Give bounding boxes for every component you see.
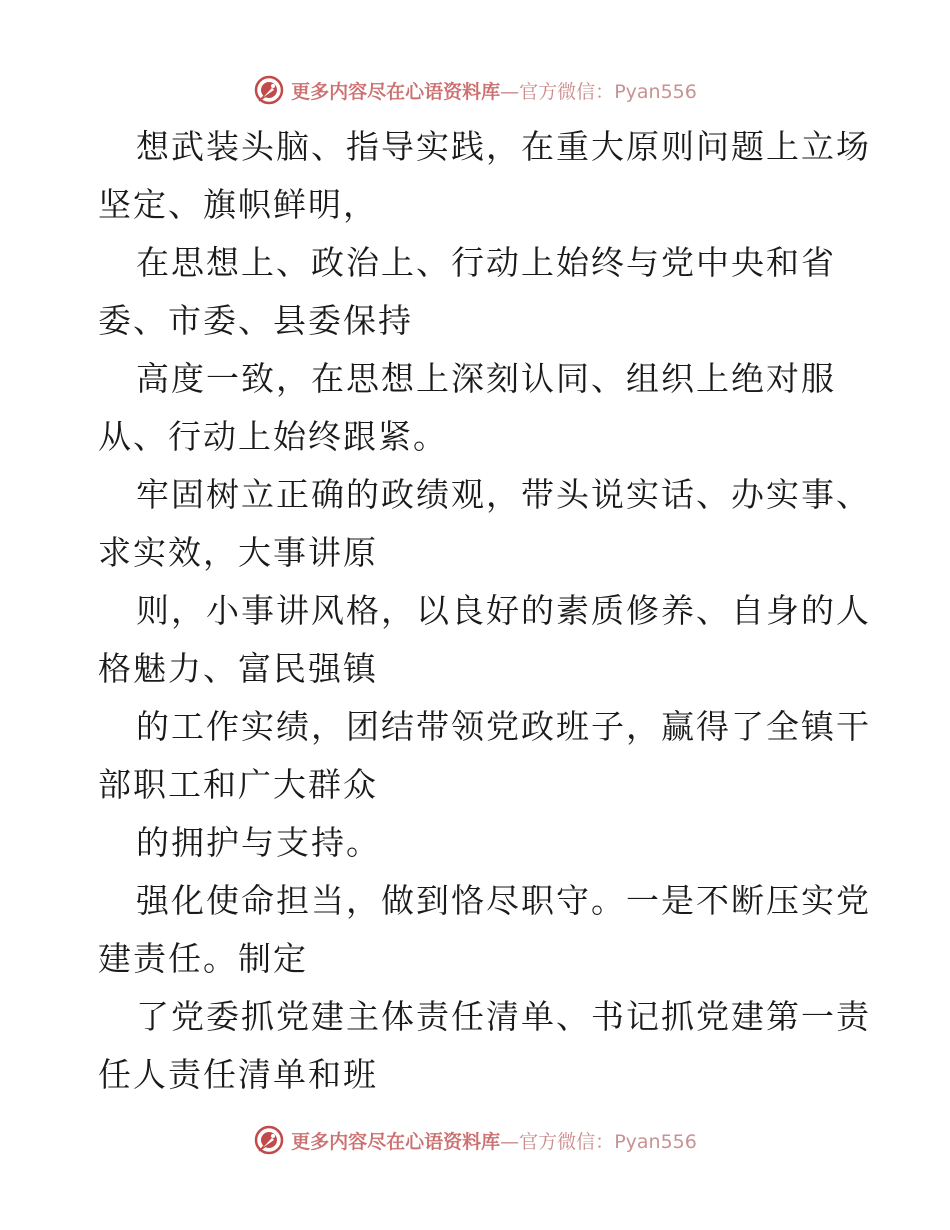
text-line: 部职工和广大群众 [98, 765, 378, 804]
text-line: 从、行动上始终跟紧。 [98, 417, 448, 456]
text-line: 的拥护与支持。 [136, 823, 381, 862]
text-line: 则，小事讲风格，以良好的素质修养、自身的人 [136, 591, 871, 630]
text-line: 任人责任清单和班 [98, 1055, 378, 1094]
text-line: 的工作实绩，团结带领党政班子，赢得了全镇干 [136, 707, 871, 746]
text-line: 了党委抓党建主体责任清单、书记抓党建第一责 [136, 997, 871, 1036]
watermark-text [291, 1127, 697, 1154]
footer-watermark [0, 1120, 950, 1160]
text-line: 格魅力、富民强镇 [98, 649, 378, 688]
text-line: 求实效，大事讲原 [98, 533, 378, 572]
text-line: 在思想上、政治上、行动上始终与党中央和省 [136, 243, 836, 282]
header-watermark [0, 70, 950, 110]
watermark-wechat-id: Pyan556 [614, 80, 697, 103]
document-body [98, 118, 871, 1104]
watermark-wechat-id: Pyan556 [614, 1130, 697, 1153]
text-line: 委、市委、县委保持 [98, 301, 413, 340]
watermark-brand: 更多内容尽在心语资料库 [291, 80, 501, 103]
text-line: 坚定、旗帜鲜明， [98, 185, 378, 224]
pen-logo-icon [253, 1124, 285, 1156]
text-line: 强化使命担当，做到恪尽职守。一是不断压实党 [136, 881, 871, 920]
watermark-official: 官方微信： [519, 1130, 615, 1153]
text-line: 高度一致，在思想上深刻认同、组织上绝对服 [136, 359, 836, 398]
watermark-official: 官方微信： [519, 80, 615, 103]
watermark-text [291, 77, 697, 104]
text-line: 想武装头脑、指导实践，在重大原则问题上立场 [136, 127, 871, 166]
text-line: 建责任。制定 [98, 939, 308, 978]
pen-logo-icon [253, 74, 285, 106]
watermark-brand: 更多内容尽在心语资料库 [291, 1130, 501, 1153]
text-line: 牢固树立正确的政绩观，带头说实话、办实事、 [136, 475, 871, 514]
watermark-separator: — [500, 80, 520, 103]
watermark-separator: — [500, 1130, 520, 1153]
